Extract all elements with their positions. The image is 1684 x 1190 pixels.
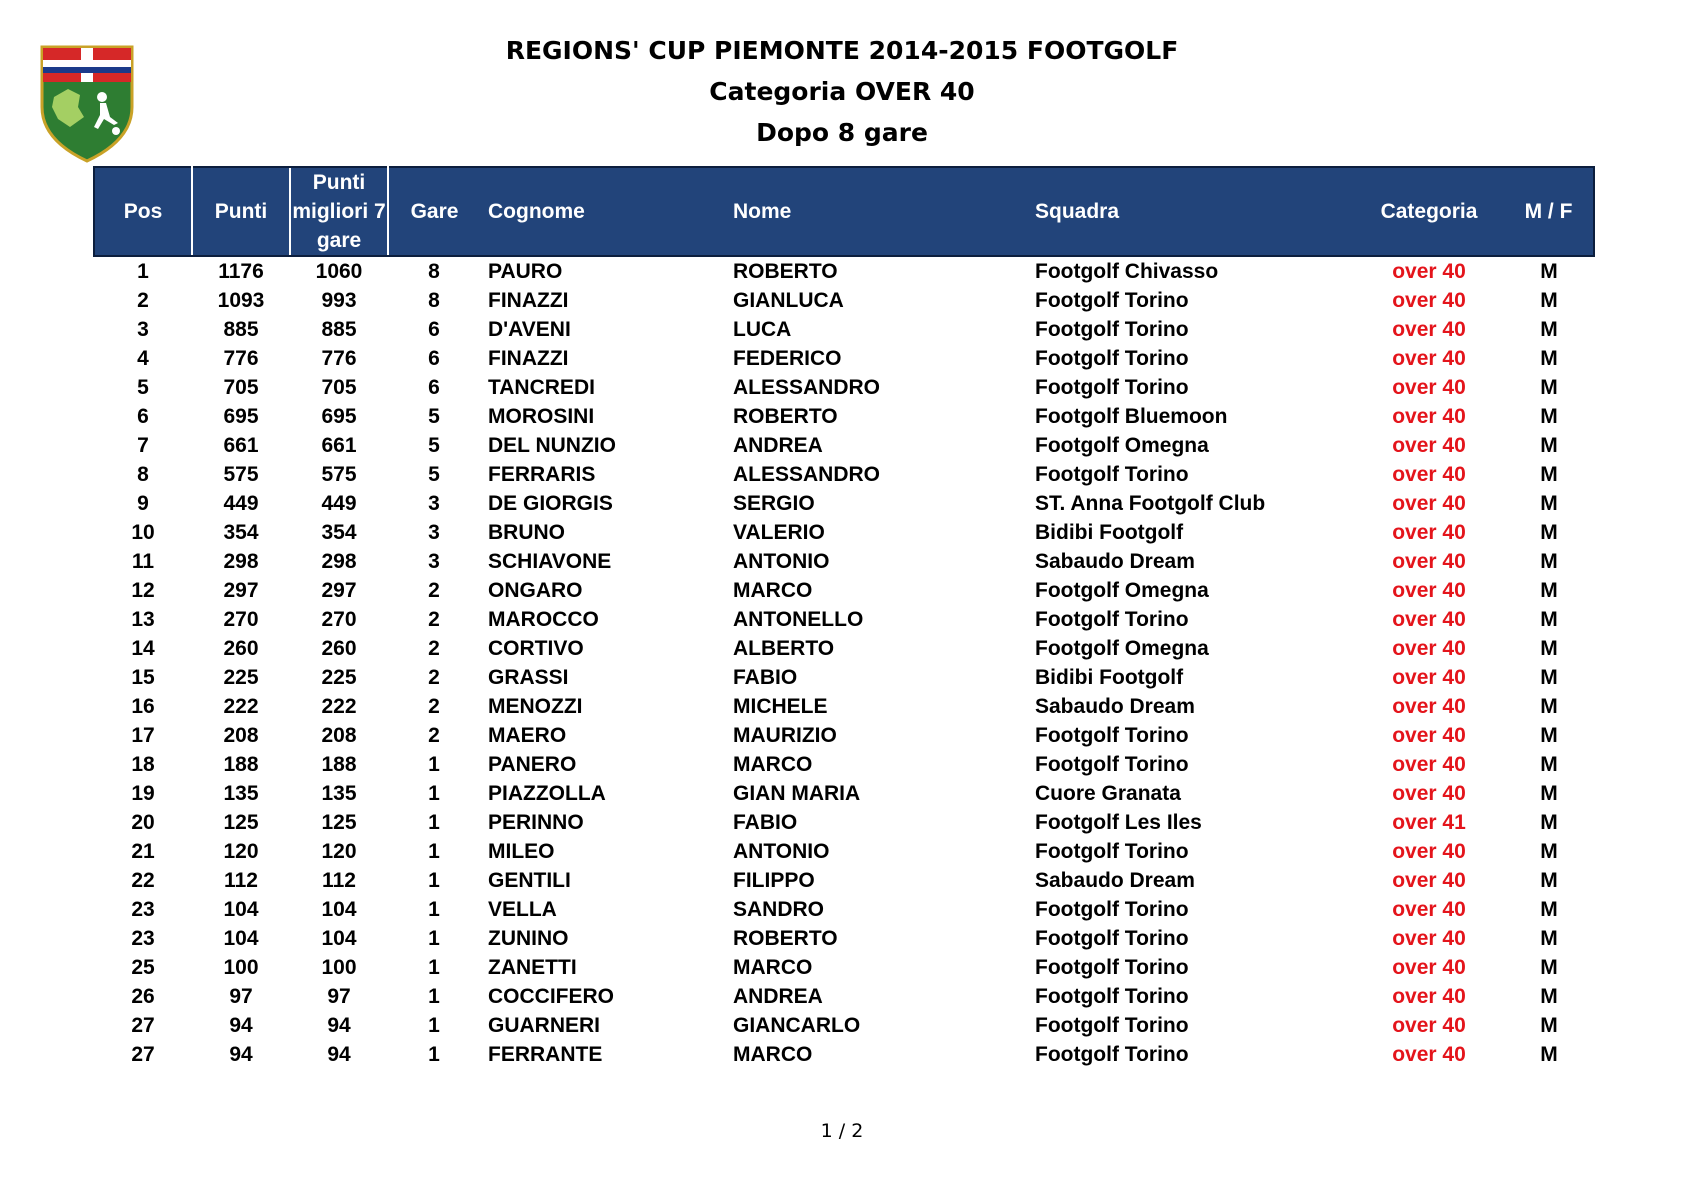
cell-categoria: over 40 <box>1392 636 1466 660</box>
cell-cognome: TANCREDI <box>488 375 595 399</box>
cell-categoria: over 40 <box>1392 288 1466 312</box>
table-row <box>94 721 1594 750</box>
cell-gare: 2 <box>428 723 440 747</box>
cell-nome: ANTONELLO <box>733 607 864 631</box>
cell-punti: 297 <box>223 578 259 602</box>
cell-mf: M <box>1540 491 1558 515</box>
cell-squadra: ST. Anna Footgolf Club <box>1035 491 1266 515</box>
cell-migliori: 695 <box>321 404 357 428</box>
cell-mf: M <box>1540 926 1558 950</box>
cell-pos: 11 <box>131 549 155 573</box>
cell-mf: M <box>1540 897 1558 921</box>
column-header-punti-migliori: Punti migliori 7 gare <box>290 167 388 256</box>
cell-cognome: SCHIAVONE <box>488 549 612 573</box>
cell-punti: 97 <box>229 984 253 1008</box>
cell-pos: 18 <box>131 752 155 776</box>
cell-gare: 3 <box>428 549 440 573</box>
cell-punti: 120 <box>223 839 259 863</box>
cell-categoria: over 40 <box>1392 839 1466 863</box>
cell-pos: 15 <box>131 665 155 689</box>
cell-nome: ALBERTO <box>733 636 835 660</box>
cell-gare: 1 <box>428 897 440 921</box>
cell-mf: M <box>1540 984 1558 1008</box>
cell-migliori: 125 <box>321 810 357 834</box>
cell-migliori: 661 <box>321 433 357 457</box>
cell-punti: 208 <box>223 723 259 747</box>
cell-categoria: over 40 <box>1392 752 1466 776</box>
cell-categoria: over 40 <box>1392 462 1466 486</box>
cell-gare: 3 <box>428 520 440 544</box>
ranking-table-container <box>93 166 1593 1069</box>
cell-punti: 225 <box>223 665 259 689</box>
cell-punti: 260 <box>223 636 259 660</box>
cell-pos: 27 <box>131 1013 155 1037</box>
column-header-gare: Gare <box>388 167 480 256</box>
cell-squadra: Sabaudo Dream <box>1035 549 1195 573</box>
cell-mf: M <box>1540 955 1558 979</box>
cell-squadra: Footgolf Torino <box>1035 897 1189 921</box>
cell-categoria: over 40 <box>1392 984 1466 1008</box>
cell-punti: 135 <box>223 781 259 805</box>
cell-punti: 885 <box>223 317 259 341</box>
cell-cognome: MOROSINI <box>488 404 595 428</box>
cell-categoria: over 40 <box>1392 549 1466 573</box>
cell-punti: 188 <box>223 752 259 776</box>
document-title: REGIONS' CUP PIEMONTE 2014-2015 FOOTGOLF <box>505 36 1179 65</box>
cell-squadra: Footgolf Torino <box>1035 723 1189 747</box>
cell-gare: 2 <box>428 607 440 631</box>
cell-cognome: FERRARIS <box>488 462 596 486</box>
cell-nome: ANTONIO <box>733 839 830 863</box>
cell-squadra: Cuore Granata <box>1035 781 1181 805</box>
table-row <box>94 779 1594 808</box>
cell-cognome: ZANETTI <box>488 955 577 979</box>
table-row <box>94 547 1594 576</box>
cell-gare: 5 <box>428 433 440 457</box>
cell-nome: GIAN MARIA <box>733 781 861 805</box>
cell-mf: M <box>1540 665 1558 689</box>
cell-punti: 94 <box>229 1042 253 1066</box>
table-row <box>94 489 1594 518</box>
cell-squadra: Footgolf Bluemoon <box>1035 404 1228 428</box>
cell-categoria: over 40 <box>1392 433 1466 457</box>
document-header <box>0 30 1684 153</box>
table-row <box>94 750 1594 779</box>
cell-pos: 10 <box>131 520 155 544</box>
cell-gare: 6 <box>428 375 440 399</box>
cell-cognome: COCCIFERO <box>488 984 614 1008</box>
cell-pos: 19 <box>131 781 155 805</box>
cell-cognome: GRASSI <box>488 665 569 689</box>
table-row <box>94 982 1594 1011</box>
table-row <box>94 315 1594 344</box>
cell-cognome: ZUNINO <box>488 926 569 950</box>
cell-squadra: Footgolf Torino <box>1035 926 1189 950</box>
cell-migliori: 354 <box>321 520 357 544</box>
cell-nome: MARCO <box>733 955 813 979</box>
cell-squadra: Footgolf Torino <box>1035 346 1189 370</box>
cell-mf: M <box>1540 404 1558 428</box>
cell-punti: 354 <box>223 520 259 544</box>
cell-pos: 14 <box>131 636 155 660</box>
cell-nome: ROBERTO <box>733 926 838 950</box>
cell-migliori: 270 <box>321 607 357 631</box>
cell-gare: 1 <box>428 1013 440 1037</box>
cell-cognome: MENOZZI <box>488 694 583 718</box>
cell-migliori: 449 <box>321 491 357 515</box>
cell-punti: 661 <box>223 433 259 457</box>
cell-categoria: over 40 <box>1392 1042 1466 1066</box>
cell-categoria: over 40 <box>1392 259 1466 283</box>
cell-punti: 104 <box>223 897 259 921</box>
cell-cognome: GENTILI <box>488 868 571 892</box>
cell-gare: 1 <box>428 984 440 1008</box>
cell-gare: 6 <box>428 317 440 341</box>
cell-nome: FEDERICO <box>733 346 842 370</box>
cell-pos: 23 <box>131 926 155 950</box>
cell-punti: 125 <box>223 810 259 834</box>
column-header-categoria: Categoria <box>1354 167 1504 256</box>
cell-nome: MARCO <box>733 578 813 602</box>
table-row <box>94 692 1594 721</box>
cell-gare: 2 <box>428 665 440 689</box>
cell-squadra: Footgolf Torino <box>1035 375 1189 399</box>
cell-migliori: 885 <box>321 317 357 341</box>
cell-categoria: over 40 <box>1392 868 1466 892</box>
cell-mf: M <box>1540 636 1558 660</box>
cell-mf: M <box>1540 462 1558 486</box>
cell-punti: 100 <box>223 955 259 979</box>
table-row <box>94 460 1594 489</box>
races-subtitle: Dopo 8 gare <box>756 118 928 147</box>
cell-nome: FILIPPO <box>733 868 815 892</box>
cell-punti: 222 <box>223 694 259 718</box>
cell-mf: M <box>1540 1042 1558 1066</box>
cell-cognome: VELLA <box>488 897 557 921</box>
cell-punti: 1093 <box>217 288 265 312</box>
cell-cognome: DEL NUNZIO <box>488 433 616 457</box>
cell-categoria: over 40 <box>1392 694 1466 718</box>
cell-cognome: GUARNERI <box>488 1013 601 1037</box>
column-header-cognome: Cognome <box>480 167 725 256</box>
cell-nome: FABIO <box>733 810 798 834</box>
cell-gare: 3 <box>428 491 440 515</box>
cell-squadra: Footgolf Torino <box>1035 1042 1189 1066</box>
cell-migliori: 97 <box>327 984 351 1008</box>
cell-categoria: over 40 <box>1392 897 1466 921</box>
cell-nome: ALESSANDRO <box>733 375 881 399</box>
cell-pos: 17 <box>131 723 155 747</box>
cell-punti: 575 <box>223 462 259 486</box>
cell-punti: 112 <box>224 868 258 892</box>
cell-nome: ANDREA <box>733 984 823 1008</box>
cell-migliori: 705 <box>321 375 357 399</box>
cell-nome: ROBERTO <box>733 259 838 283</box>
cell-pos: 4 <box>137 346 149 370</box>
cell-squadra: Footgolf Torino <box>1035 607 1189 631</box>
cell-mf: M <box>1540 1013 1558 1037</box>
cell-migliori: 1060 <box>315 259 363 283</box>
table-row <box>94 431 1594 460</box>
cell-squadra: Footgolf Torino <box>1035 288 1189 312</box>
cell-cognome: PERINNO <box>488 810 584 834</box>
table-row <box>94 837 1594 866</box>
cell-pos: 16 <box>131 694 155 718</box>
table-row <box>94 256 1594 286</box>
cell-mf: M <box>1540 868 1558 892</box>
cell-migliori: 298 <box>321 549 357 573</box>
column-header-squadra: Squadra <box>1027 167 1354 256</box>
cell-mf: M <box>1540 375 1558 399</box>
cell-nome: VALERIO <box>733 520 825 544</box>
cell-pos: 25 <box>131 955 155 979</box>
cell-mf: M <box>1540 259 1558 283</box>
cell-nome: LUCA <box>733 317 792 341</box>
cell-nome: MARCO <box>733 752 813 776</box>
cell-punti: 298 <box>223 549 259 573</box>
cell-punti: 94 <box>229 1013 253 1037</box>
cell-categoria: over 40 <box>1392 404 1466 428</box>
cell-nome: SERGIO <box>733 491 815 515</box>
cell-squadra: Footgolf Omegna <box>1035 578 1209 602</box>
cell-categoria: over 40 <box>1392 723 1466 747</box>
cell-nome: SANDRO <box>733 897 825 921</box>
cell-gare: 1 <box>428 955 440 979</box>
cell-mf: M <box>1540 288 1558 312</box>
cell-migliori: 135 <box>321 781 357 805</box>
cell-mf: M <box>1540 433 1558 457</box>
cell-categoria: over 40 <box>1392 375 1466 399</box>
cell-nome: MARCO <box>733 1042 813 1066</box>
cell-nome: GIANLUCA <box>733 288 844 312</box>
table-row <box>94 634 1594 663</box>
table-row <box>94 808 1594 837</box>
cell-migliori: 100 <box>321 955 357 979</box>
cell-squadra: Footgolf Omegna <box>1035 433 1209 457</box>
cell-mf: M <box>1540 520 1558 544</box>
cell-gare: 1 <box>428 839 440 863</box>
cell-gare: 2 <box>428 694 440 718</box>
cell-nome: ROBERTO <box>733 404 838 428</box>
cell-squadra: Footgolf Torino <box>1035 1013 1189 1037</box>
cell-mf: M <box>1540 578 1558 602</box>
cell-mf: M <box>1540 839 1558 863</box>
cell-punti: 270 <box>223 607 259 631</box>
cell-cognome: PAURO <box>488 259 563 283</box>
cell-categoria: over 40 <box>1392 1013 1466 1037</box>
cell-squadra: Footgolf Omegna <box>1035 636 1209 660</box>
cell-squadra: Footgolf Chivasso <box>1035 259 1219 283</box>
cell-gare: 2 <box>428 578 440 602</box>
cell-punti: 776 <box>223 346 259 370</box>
cell-migliori: 120 <box>321 839 357 863</box>
cell-cognome: ONGARO <box>488 578 583 602</box>
table-row <box>94 518 1594 547</box>
cell-pos: 12 <box>131 578 155 602</box>
cell-pos: 9 <box>137 491 149 515</box>
table-row <box>94 895 1594 924</box>
cell-nome: ANTONIO <box>733 549 830 573</box>
cell-mf: M <box>1540 549 1558 573</box>
cell-nome: MAURIZIO <box>733 723 837 747</box>
table-header-row <box>94 167 1594 256</box>
cell-mf: M <box>1540 752 1558 776</box>
cell-mf: M <box>1540 346 1558 370</box>
cell-punti: 104 <box>223 926 259 950</box>
cell-gare: 1 <box>428 781 440 805</box>
cell-migliori: 776 <box>321 346 357 370</box>
cell-squadra: Footgolf Les Iles <box>1035 810 1202 834</box>
cell-gare: 2 <box>428 636 440 660</box>
cell-mf: M <box>1540 694 1558 718</box>
table-row <box>94 1011 1594 1040</box>
cell-migliori: 208 <box>321 723 357 747</box>
cell-squadra: Footgolf Torino <box>1035 752 1189 776</box>
cell-cognome: CORTIVO <box>488 636 584 660</box>
cell-pos: 26 <box>131 984 155 1008</box>
cell-nome: FABIO <box>733 665 798 689</box>
cell-migliori: 993 <box>321 288 357 312</box>
cell-squadra: Footgolf Torino <box>1035 984 1189 1008</box>
cell-gare: 5 <box>428 462 440 486</box>
cell-cognome: MAROCCO <box>488 607 599 631</box>
cell-squadra: Footgolf Torino <box>1035 317 1189 341</box>
cell-pos: 13 <box>131 607 155 631</box>
cell-mf: M <box>1540 781 1558 805</box>
table-row <box>94 373 1594 402</box>
page-number: 1 / 2 <box>820 1120 864 1142</box>
cell-gare: 8 <box>428 288 440 312</box>
cell-punti: 1176 <box>218 259 264 283</box>
cell-migliori: 260 <box>321 636 357 660</box>
cell-mf: M <box>1540 723 1558 747</box>
table-row <box>94 953 1594 982</box>
cell-categoria: over 40 <box>1392 578 1466 602</box>
table-row <box>94 866 1594 895</box>
cell-gare: 1 <box>428 810 440 834</box>
cell-nome: ALESSANDRO <box>733 462 881 486</box>
cell-migliori: 575 <box>321 462 357 486</box>
cell-categoria: over 40 <box>1392 317 1466 341</box>
cell-punti: 705 <box>223 375 259 399</box>
cell-gare: 6 <box>428 346 440 370</box>
cell-squadra: Footgolf Torino <box>1035 955 1189 979</box>
column-header-mf: M / F <box>1504 167 1594 256</box>
ranking-table <box>93 166 1595 1069</box>
table-row <box>94 924 1594 953</box>
cell-pos: 8 <box>137 462 149 486</box>
cell-pos: 3 <box>137 317 149 341</box>
cell-pos: 21 <box>131 839 155 863</box>
cell-pos: 23 <box>131 897 155 921</box>
cell-cognome: PIAZZOLLA <box>488 781 606 805</box>
cell-cognome: DE GIORGIS <box>488 491 613 515</box>
table-row <box>94 1040 1594 1069</box>
cell-categoria: over 40 <box>1392 926 1466 950</box>
cell-categoria: over 40 <box>1392 346 1466 370</box>
cell-migliori: 225 <box>321 665 357 689</box>
column-header-punti: Punti <box>192 167 290 256</box>
cell-mf: M <box>1540 607 1558 631</box>
cell-migliori: 104 <box>321 897 357 921</box>
cell-pos: 2 <box>137 288 149 312</box>
cell-punti: 695 <box>223 404 259 428</box>
cell-migliori: 94 <box>327 1013 351 1037</box>
table-row <box>94 663 1594 692</box>
cell-nome: GIANCARLO <box>733 1013 861 1037</box>
cell-categoria: over 40 <box>1392 607 1466 631</box>
cell-squadra: Bidibi Footgolf <box>1035 665 1184 689</box>
cell-cognome: BRUNO <box>488 520 565 544</box>
cell-pos: 5 <box>137 375 149 399</box>
column-header-pos: Pos <box>94 167 192 256</box>
cell-squadra: Footgolf Torino <box>1035 462 1189 486</box>
cell-pos: 20 <box>131 810 155 834</box>
cell-cognome: PANERO <box>488 752 577 776</box>
table-row <box>94 402 1594 431</box>
cell-pos: 27 <box>131 1042 155 1066</box>
cell-migliori: 94 <box>327 1042 351 1066</box>
cell-categoria: over 40 <box>1392 781 1466 805</box>
cell-categoria: over 40 <box>1392 665 1466 689</box>
cell-squadra: Footgolf Torino <box>1035 839 1189 863</box>
cell-categoria: over 41 <box>1392 810 1466 834</box>
cell-migliori: 112 <box>322 868 356 892</box>
cell-cognome: MILEO <box>488 839 555 863</box>
cell-pos: 1 <box>137 259 149 283</box>
cell-nome: ANDREA <box>733 433 823 457</box>
cell-migliori: 222 <box>321 694 357 718</box>
cell-gare: 1 <box>428 752 440 776</box>
cell-pos: 7 <box>137 433 149 457</box>
cell-pos: 6 <box>137 404 149 428</box>
cell-squadra: Sabaudo Dream <box>1035 694 1195 718</box>
cell-punti: 449 <box>223 491 259 515</box>
cell-migliori: 104 <box>321 926 357 950</box>
cell-pos: 22 <box>131 868 155 892</box>
cell-cognome: FINAZZI <box>488 346 569 370</box>
cell-migliori: 188 <box>321 752 357 776</box>
table-row <box>94 576 1594 605</box>
cell-cognome: D'AVENI <box>488 317 571 341</box>
cell-categoria: over 40 <box>1392 491 1466 515</box>
cell-gare: 1 <box>428 926 440 950</box>
table-row <box>94 286 1594 315</box>
cell-migliori: 297 <box>321 578 357 602</box>
cell-cognome: FINAZZI <box>488 288 569 312</box>
cell-gare: 1 <box>428 1042 440 1066</box>
table-row <box>94 605 1594 634</box>
cell-squadra: Bidibi Footgolf <box>1035 520 1184 544</box>
cell-mf: M <box>1540 810 1558 834</box>
cell-categoria: over 40 <box>1392 955 1466 979</box>
cell-gare: 5 <box>428 404 440 428</box>
cell-gare: 1 <box>428 868 440 892</box>
cell-mf: M <box>1540 317 1558 341</box>
cell-categoria: over 40 <box>1392 520 1466 544</box>
column-header-nome: Nome <box>725 167 1027 256</box>
cell-cognome: FERRANTE <box>488 1042 603 1066</box>
ranking-table-body <box>94 256 1594 1069</box>
cell-nome: MICHELE <box>733 694 828 718</box>
cell-squadra: Sabaudo Dream <box>1035 868 1195 892</box>
cell-gare: 8 <box>428 259 440 283</box>
table-row <box>94 344 1594 373</box>
category-title: Categoria OVER 40 <box>709 77 975 106</box>
cell-cognome: MAERO <box>488 723 567 747</box>
